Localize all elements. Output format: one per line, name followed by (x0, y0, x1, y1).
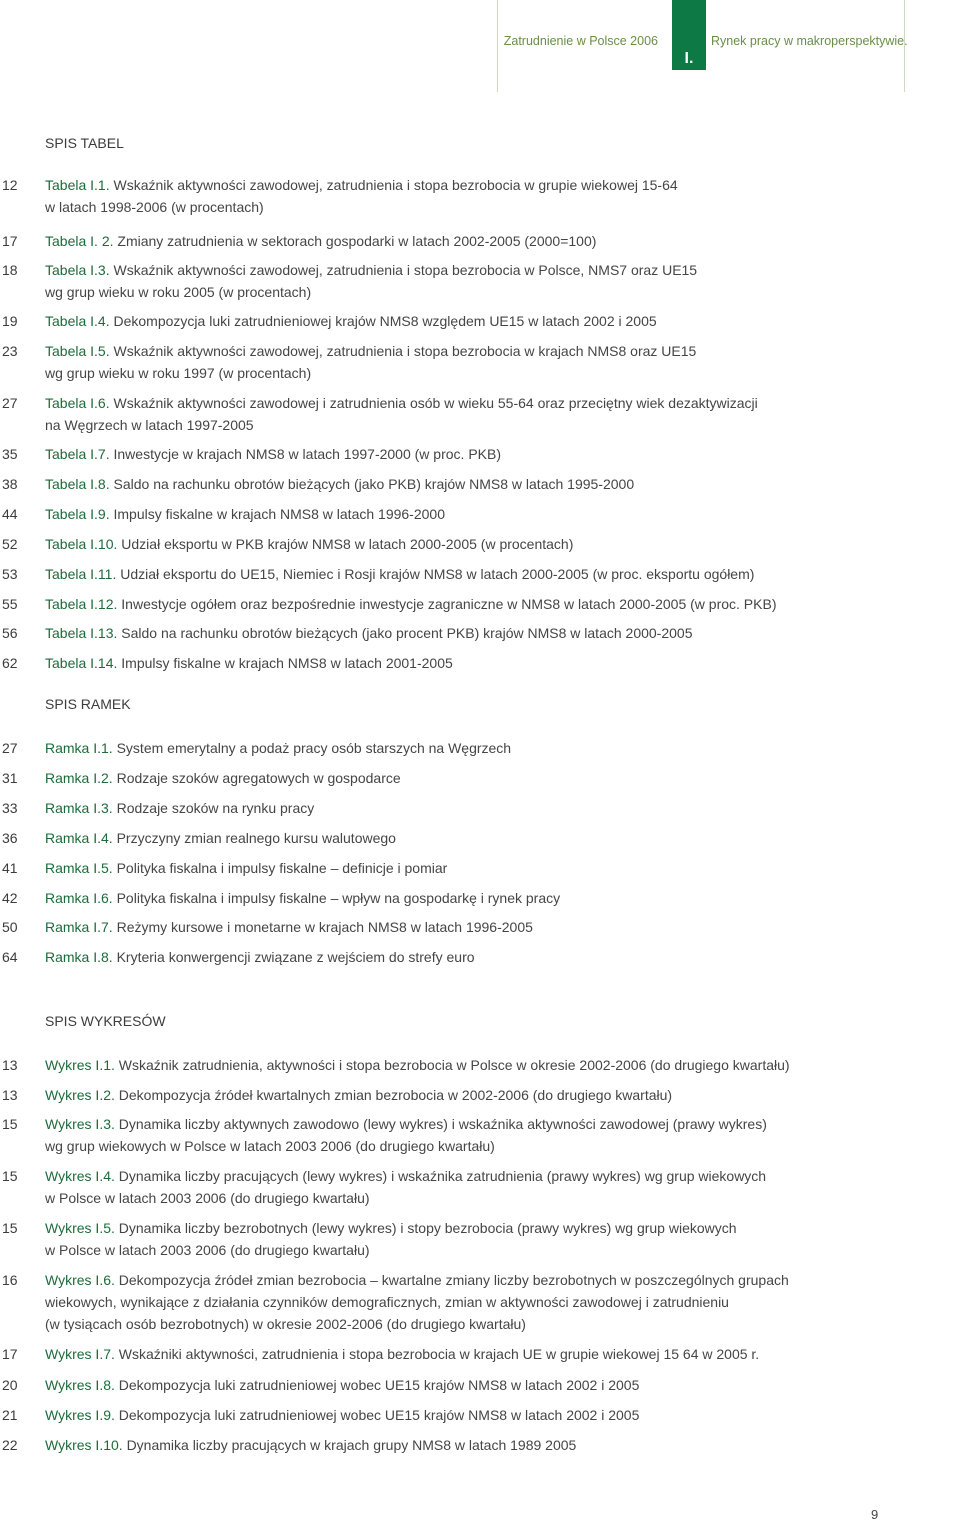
toc-entry-text (45, 1404, 890, 1426)
toc-entry-text (45, 340, 890, 384)
toc-page-number: 13 (2, 1057, 18, 1073)
toc-page-number: 17 (2, 1346, 18, 1362)
toc-page-number: 27 (2, 740, 18, 756)
page-number: 9 (871, 1507, 879, 1522)
toc-entry-label: Tabela I.8. (45, 476, 110, 492)
header-chapter-title: Rynek pracy w makroperspektywie. (711, 34, 908, 48)
toc-entry-text (45, 310, 890, 332)
toc-entry-text (45, 259, 890, 303)
chapter-tab: I. (672, 0, 706, 70)
toc-entry-title: Przyczyny zmian realnego kursu walutowego (116, 830, 396, 846)
toc-entry-text (45, 503, 890, 525)
toc-page-number: 33 (2, 800, 18, 816)
toc-entry-text (45, 443, 890, 465)
section-title-tabele: SPIS TABEL (45, 135, 124, 151)
toc-entry-label: Ramka I.6. (45, 890, 113, 906)
toc-page-number: 44 (2, 506, 18, 522)
toc-entry-label: Tabela I.3. (45, 262, 110, 278)
toc-entry-title-continued: w Polsce w latach 2003 2006 (do drugiego kwartału) (45, 1190, 370, 1206)
toc-entry-text (45, 533, 890, 555)
toc-entry-title: Dekompozycja luki zatrudnieniowej krajów NMS8 względem UE15 w latach 2002 i 2005 (113, 313, 657, 329)
toc-entry-text (45, 1054, 890, 1076)
toc-entry-text (45, 174, 890, 218)
toc-entry-label: Ramka I.1. (45, 740, 113, 756)
toc-entry-text (45, 1374, 890, 1396)
toc-entry-text (45, 1434, 890, 1456)
toc-entry-title-continued: wg grup wiekowych w Polsce w latach 2003 2006 (do drugiego kwartału) (45, 1138, 495, 1154)
toc-page-number: 22 (2, 1437, 18, 1453)
toc-entry-label: Tabela I.6. (45, 395, 110, 411)
toc-entry-text (45, 1217, 890, 1261)
toc-entry-title: Kryteria konwergencji związane z wejściem do strefy euro (116, 949, 475, 965)
toc-entry-title: Impulsy fiskalne w krajach NMS8 w latach 1996-2000 (113, 506, 445, 522)
header-divider-left (497, 0, 498, 92)
toc-entry-text (45, 230, 890, 252)
toc-page-number: 19 (2, 313, 18, 329)
toc-entry-text (45, 473, 890, 495)
toc-entry-text (45, 857, 890, 879)
toc-entry-title-continued: wiekowych, wynikające z działania czynników demograficznych, zmian w aktywności zawodowej i zatrudnieniu (45, 1294, 729, 1310)
toc-entry-title: System emerytalny a podaż pracy osób starszych na Węgrzech (116, 740, 512, 756)
toc-entry-text (45, 563, 890, 585)
toc-entry-text (45, 827, 890, 849)
toc-entry-title: Inwestycje ogółem oraz bezpośrednie inwestycje zagraniczne w NMS8 w latach 2000-2005 (w proc. PKB) (121, 596, 777, 612)
toc-page-number: 56 (2, 625, 18, 641)
toc-entry-text (45, 1269, 890, 1335)
toc-page-number: 35 (2, 446, 18, 462)
toc-entry-text (45, 737, 890, 759)
toc-entry-label: Tabela I.1. (45, 177, 110, 193)
toc-entry-label: Tabela I.4. (45, 313, 110, 329)
toc-entry-text (45, 767, 890, 789)
toc-entry-title: Wskaźnik zatrudnienia, aktywności i stopa bezrobocia w Polsce w okresie 2002-2006 (do drugiego kwartału) (118, 1057, 790, 1073)
toc-entry-title: Wskaźnik aktywności zawodowej, zatrudnienia i stopa bezrobocia w grupie wiekowej 15-64 (113, 177, 678, 193)
toc-entry-label: Wykres I.8. (45, 1377, 115, 1393)
section-title-ramki: SPIS RAMEK (45, 696, 131, 712)
toc-page-number: 15 (2, 1116, 18, 1132)
toc-entry-text (45, 593, 890, 615)
toc-entry-label: Tabela I.13. (45, 625, 118, 641)
toc-page-number: 16 (2, 1272, 18, 1288)
toc-page-number: 52 (2, 536, 18, 552)
toc-entry-text (45, 1113, 890, 1157)
toc-page-number: 17 (2, 233, 18, 249)
toc-entry-title: Saldo na rachunku obrotów bieżących (jako PKB) krajów NMS8 w latach 1995-2000 (113, 476, 635, 492)
toc-entry-title: Dekompozycja źródeł kwartalnych zmian bezrobocia w 2002-2006 (do drugiego kwartału) (118, 1087, 673, 1103)
toc-entry-title-continued: w Polsce w latach 2003 2006 (do drugiego kwartału) (45, 1242, 370, 1258)
toc-entry-text (45, 1084, 890, 1106)
toc-entry-text (45, 1165, 890, 1209)
toc-entry-label: Tabela I.5. (45, 343, 110, 359)
toc-page-number: 64 (2, 949, 18, 965)
toc-page-number: 36 (2, 830, 18, 846)
toc-page-number: 50 (2, 919, 18, 935)
toc-entry-text (45, 887, 890, 909)
toc-entry-label: Wykres I.2. (45, 1087, 115, 1103)
toc-entry-title: Wskaźnik aktywności zawodowej, zatrudnienia i stopa bezrobocia w Polsce, NMS7 oraz UE15 (113, 262, 698, 278)
toc-page-number: 21 (2, 1407, 18, 1423)
toc-entry-label: Wykres I.6. (45, 1272, 115, 1288)
toc-entry-title-continued: w latach 1998-2006 (w procentach) (45, 199, 264, 215)
toc-entry-title: Rodzaje szoków na rynku pracy (116, 800, 315, 816)
toc-page-number: 20 (2, 1377, 18, 1393)
toc-page-number: 12 (2, 177, 18, 193)
toc-entry-title: Inwestycje w krajach NMS8 w latach 1997-2000 (w proc. PKB) (113, 446, 501, 462)
toc-page-number: 15 (2, 1220, 18, 1236)
toc-entry-text (45, 622, 890, 644)
toc-page-number: 13 (2, 1087, 18, 1103)
toc-entry-title: Wskaźnik aktywności zawodowej i zatrudnienia osób w wieku 55-64 oraz przeciętny wiek dezaktywizacji (113, 395, 758, 411)
toc-entry-title: Dekompozycja luki zatrudnieniowej wobec UE15 krajów NMS8 w latach 2002 i 2005 (118, 1377, 640, 1393)
toc-entry-title: Rodzaje szoków agregatowych w gospodarce (116, 770, 401, 786)
toc-entry-title: Udział eksportu do UE15, Niemiec i Rosji krajów NMS8 w latach 2000-2005 (w proc. eksportu ogółem) (120, 566, 755, 582)
toc-entry-title: Wskaźniki aktywności, zatrudnienia i stopa bezrobocia w krajach UE w grupie wiekowej 15 64 w 2005 r. (118, 1346, 760, 1362)
toc-entry-title-continued: wg grup wieku w roku 2005 (w procentach) (45, 284, 312, 300)
toc-page-number: 55 (2, 596, 18, 612)
toc-page-number: 15 (2, 1168, 18, 1184)
toc-entry-title: Reżymy kursowe i monetarne w krajach NMS8 w latach 1996-2005 (116, 919, 533, 935)
toc-entry-label: Wykres I.5. (45, 1220, 115, 1236)
header-publication-title: Zatrudnienie w Polsce 2006 (503, 34, 658, 48)
toc-entry-title: Saldo na rachunku obrotów bieżących (jako procent PKB) krajów NMS8 w latach 2000-2005 (121, 625, 693, 641)
toc-entry-label: Tabela I.11. (45, 566, 117, 582)
toc-entry-label: Ramka I.3. (45, 800, 113, 816)
toc-entry-title: Udział eksportu w PKB krajów NMS8 w latach 2000-2005 (w procentach) (121, 536, 574, 552)
toc-page-number: 38 (2, 476, 18, 492)
toc-entry-label: Tabela I.9. (45, 506, 110, 522)
toc-entry-label: Ramka I.2. (45, 770, 113, 786)
toc-entry-label: Wykres I.4. (45, 1168, 115, 1184)
toc-entry-text (45, 652, 890, 674)
toc-entry-label: Wykres I.9. (45, 1407, 115, 1423)
toc-entry-title: Dekompozycja źródeł zmian bezrobocia – kwartalne zmiany liczby bezrobotnych w poszczególnych grupach (118, 1272, 789, 1288)
toc-entry-label: Ramka I.7. (45, 919, 113, 935)
toc-entry-text (45, 1343, 890, 1365)
toc-entry-title: Zmiany zatrudnienia w sektorach gospodarki w latach 2002-2005 (2000=100) (117, 233, 597, 249)
toc-entry-label: Wykres I.1. (45, 1057, 115, 1073)
toc-entry-title-continued: na Węgrzech w latach 1997-2005 (45, 417, 254, 433)
toc-page-number: 18 (2, 262, 18, 278)
toc-entry-label: Tabela I.10. (45, 536, 118, 552)
toc-entry-label: Wykres I.3. (45, 1116, 115, 1132)
toc-page-number: 23 (2, 343, 18, 359)
section-title-wykresy: SPIS WYKRESÓW (45, 1013, 166, 1029)
toc-entry-label: Ramka I.8. (45, 949, 113, 965)
toc-entry-title: Polityka fiskalna i impulsy fiskalne – definicje i pomiar (116, 860, 448, 876)
toc-entry-label: Tabela I.14. (45, 655, 118, 671)
toc-page-number: 31 (2, 770, 18, 786)
toc-entry-label: Wykres I.7. (45, 1346, 115, 1362)
toc-entry-text (45, 392, 890, 436)
toc-entry-label: Ramka I.4. (45, 830, 113, 846)
toc-page-number: 53 (2, 566, 18, 582)
toc-entry-text (45, 916, 890, 938)
toc-entry-title: Wskaźnik aktywności zawodowej, zatrudnienia i stopa bezrobocia w krajach NMS8 oraz UE15 (113, 343, 697, 359)
toc-entry-label: Ramka I.5. (45, 860, 113, 876)
toc-entry-title: Polityka fiskalna i impulsy fiskalne – wpływ na gospodarkę i rynek pracy (116, 890, 561, 906)
toc-entry-label: Wykres I.10. (45, 1437, 123, 1453)
toc-entry-label: Tabela I.12. (45, 596, 118, 612)
toc-entry-label: Tabela I.7. (45, 446, 110, 462)
toc-page-number: 27 (2, 395, 18, 411)
toc-entry-title: Dynamika liczby aktywnych zawodowo (lewy wykres) i wskaźnika aktywności zawodowej (prawy wykres) (118, 1116, 767, 1132)
toc-entry-title: Dynamika liczby pracujących w krajach grupy NMS8 w latach 1989 2005 (126, 1437, 577, 1453)
toc-entry-title: Dynamika liczby pracujących (lewy wykres) i wskaźnika zatrudnienia (prawy wykres) wg grup wiekowych (118, 1168, 767, 1184)
toc-entry-text (45, 946, 890, 968)
toc-entry-title-continued: wg grup wieku w roku 1997 (w procentach) (45, 365, 312, 381)
toc-entry-text (45, 797, 890, 819)
toc-entry-title: Dekompozycja luki zatrudnieniowej wobec UE15 krajów NMS8 w latach 2002 i 2005 (118, 1407, 640, 1423)
toc-page-number: 42 (2, 890, 18, 906)
toc-entry-label: Tabela I. 2. (45, 233, 114, 249)
toc-page-number: 62 (2, 655, 18, 671)
toc-entry-title-continued: (w tysiącach osób bezrobotnych) w okresie 2002-2006 (do drugiego kwartału) (45, 1316, 526, 1332)
toc-entry-title: Impulsy fiskalne w krajach NMS8 w latach 2001-2005 (121, 655, 453, 671)
toc-page-number: 41 (2, 860, 18, 876)
toc-entry-title: Dynamika liczby bezrobotnych (lewy wykres) i stopy bezrobocia (prawy wykres) wg grup wiekowych (118, 1220, 737, 1236)
